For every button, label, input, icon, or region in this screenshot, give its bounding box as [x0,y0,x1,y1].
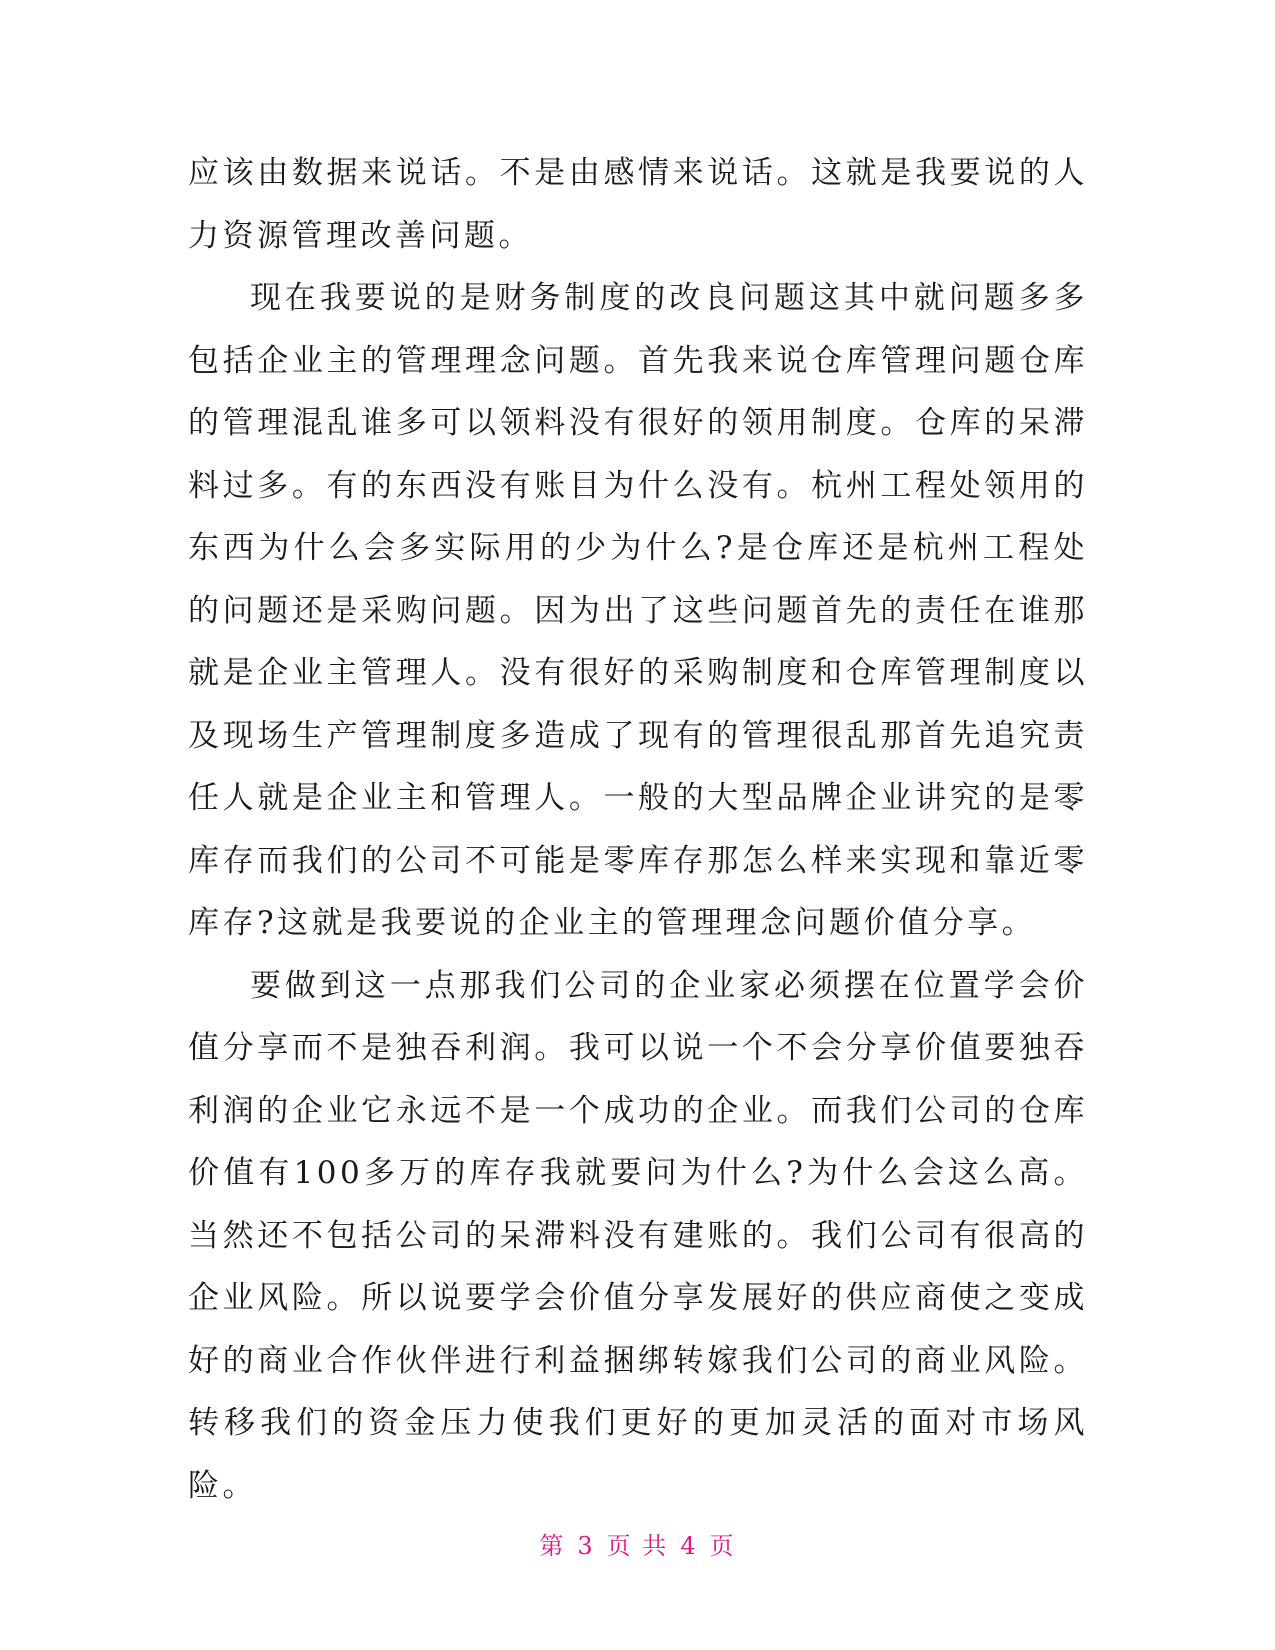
body-text [188,142,1088,1517]
paragraph-2: 现在我要说的是财务制度的改良问题这其中就问题多多包括企业主的管理理念问题。首先我来说仓库管理问题仓库的管理混乱谁多可以领料没有很好的领用制度。仓库的呆滞料过多。有的东西没有账目为什么没有。杭州工程处领用的东西为什么会多实际用的少为什么?是仓库还是杭州工程处的问题还是采购问题。因为出了这些问题首先的责任在谁那就是企业主管理人。没有很好的采购制度和仓库管理制度以及现场生产管理制度多造成了现有的管理很乱那首先追究责任人就是企业主和管理人。一般的大型品牌企业讲究的是零库存而我们的公司不可能是零库存那怎么样来实现和靠近零库存?这就是我要说的企业主的管理理念问题价值分享。 [188,280,1088,941]
footer-suffix: 页 [709,1532,736,1560]
paragraph-3: 要做到这一点那我们公司的企业家必须摆在位置学会价值分享而不是独吞利润。我可以说一个不会分享价值要独吞利润的企业它永远不是一个成功的企业。而我们公司的仓库价值有100多万的库存我就要问为什么?为什么会这么高。当然还不包括公司的呆滞料没有建账的。我们公司有很高的企业风险。所以说要学会价值分享发展好的供应商使之变成好的商业合作伙伴进行利益捆绑转嫁我们公司的商业风险。转移我们的资金压力使我们更好的更加灵活的面对市场风险。 [188,967,1088,1504]
paragraph-1: 应该由数据来说话。不是由感情来说话。这就是我要说的人力资源管理改善问题。 [188,155,1088,254]
footer-current-page: 3 [577,1532,595,1560]
footer-middle: 页 共 [606,1532,669,1560]
page-footer [0,1526,1275,1561]
footer-prefix: 第 [539,1532,566,1560]
footer-total-pages: 4 [680,1532,698,1560]
